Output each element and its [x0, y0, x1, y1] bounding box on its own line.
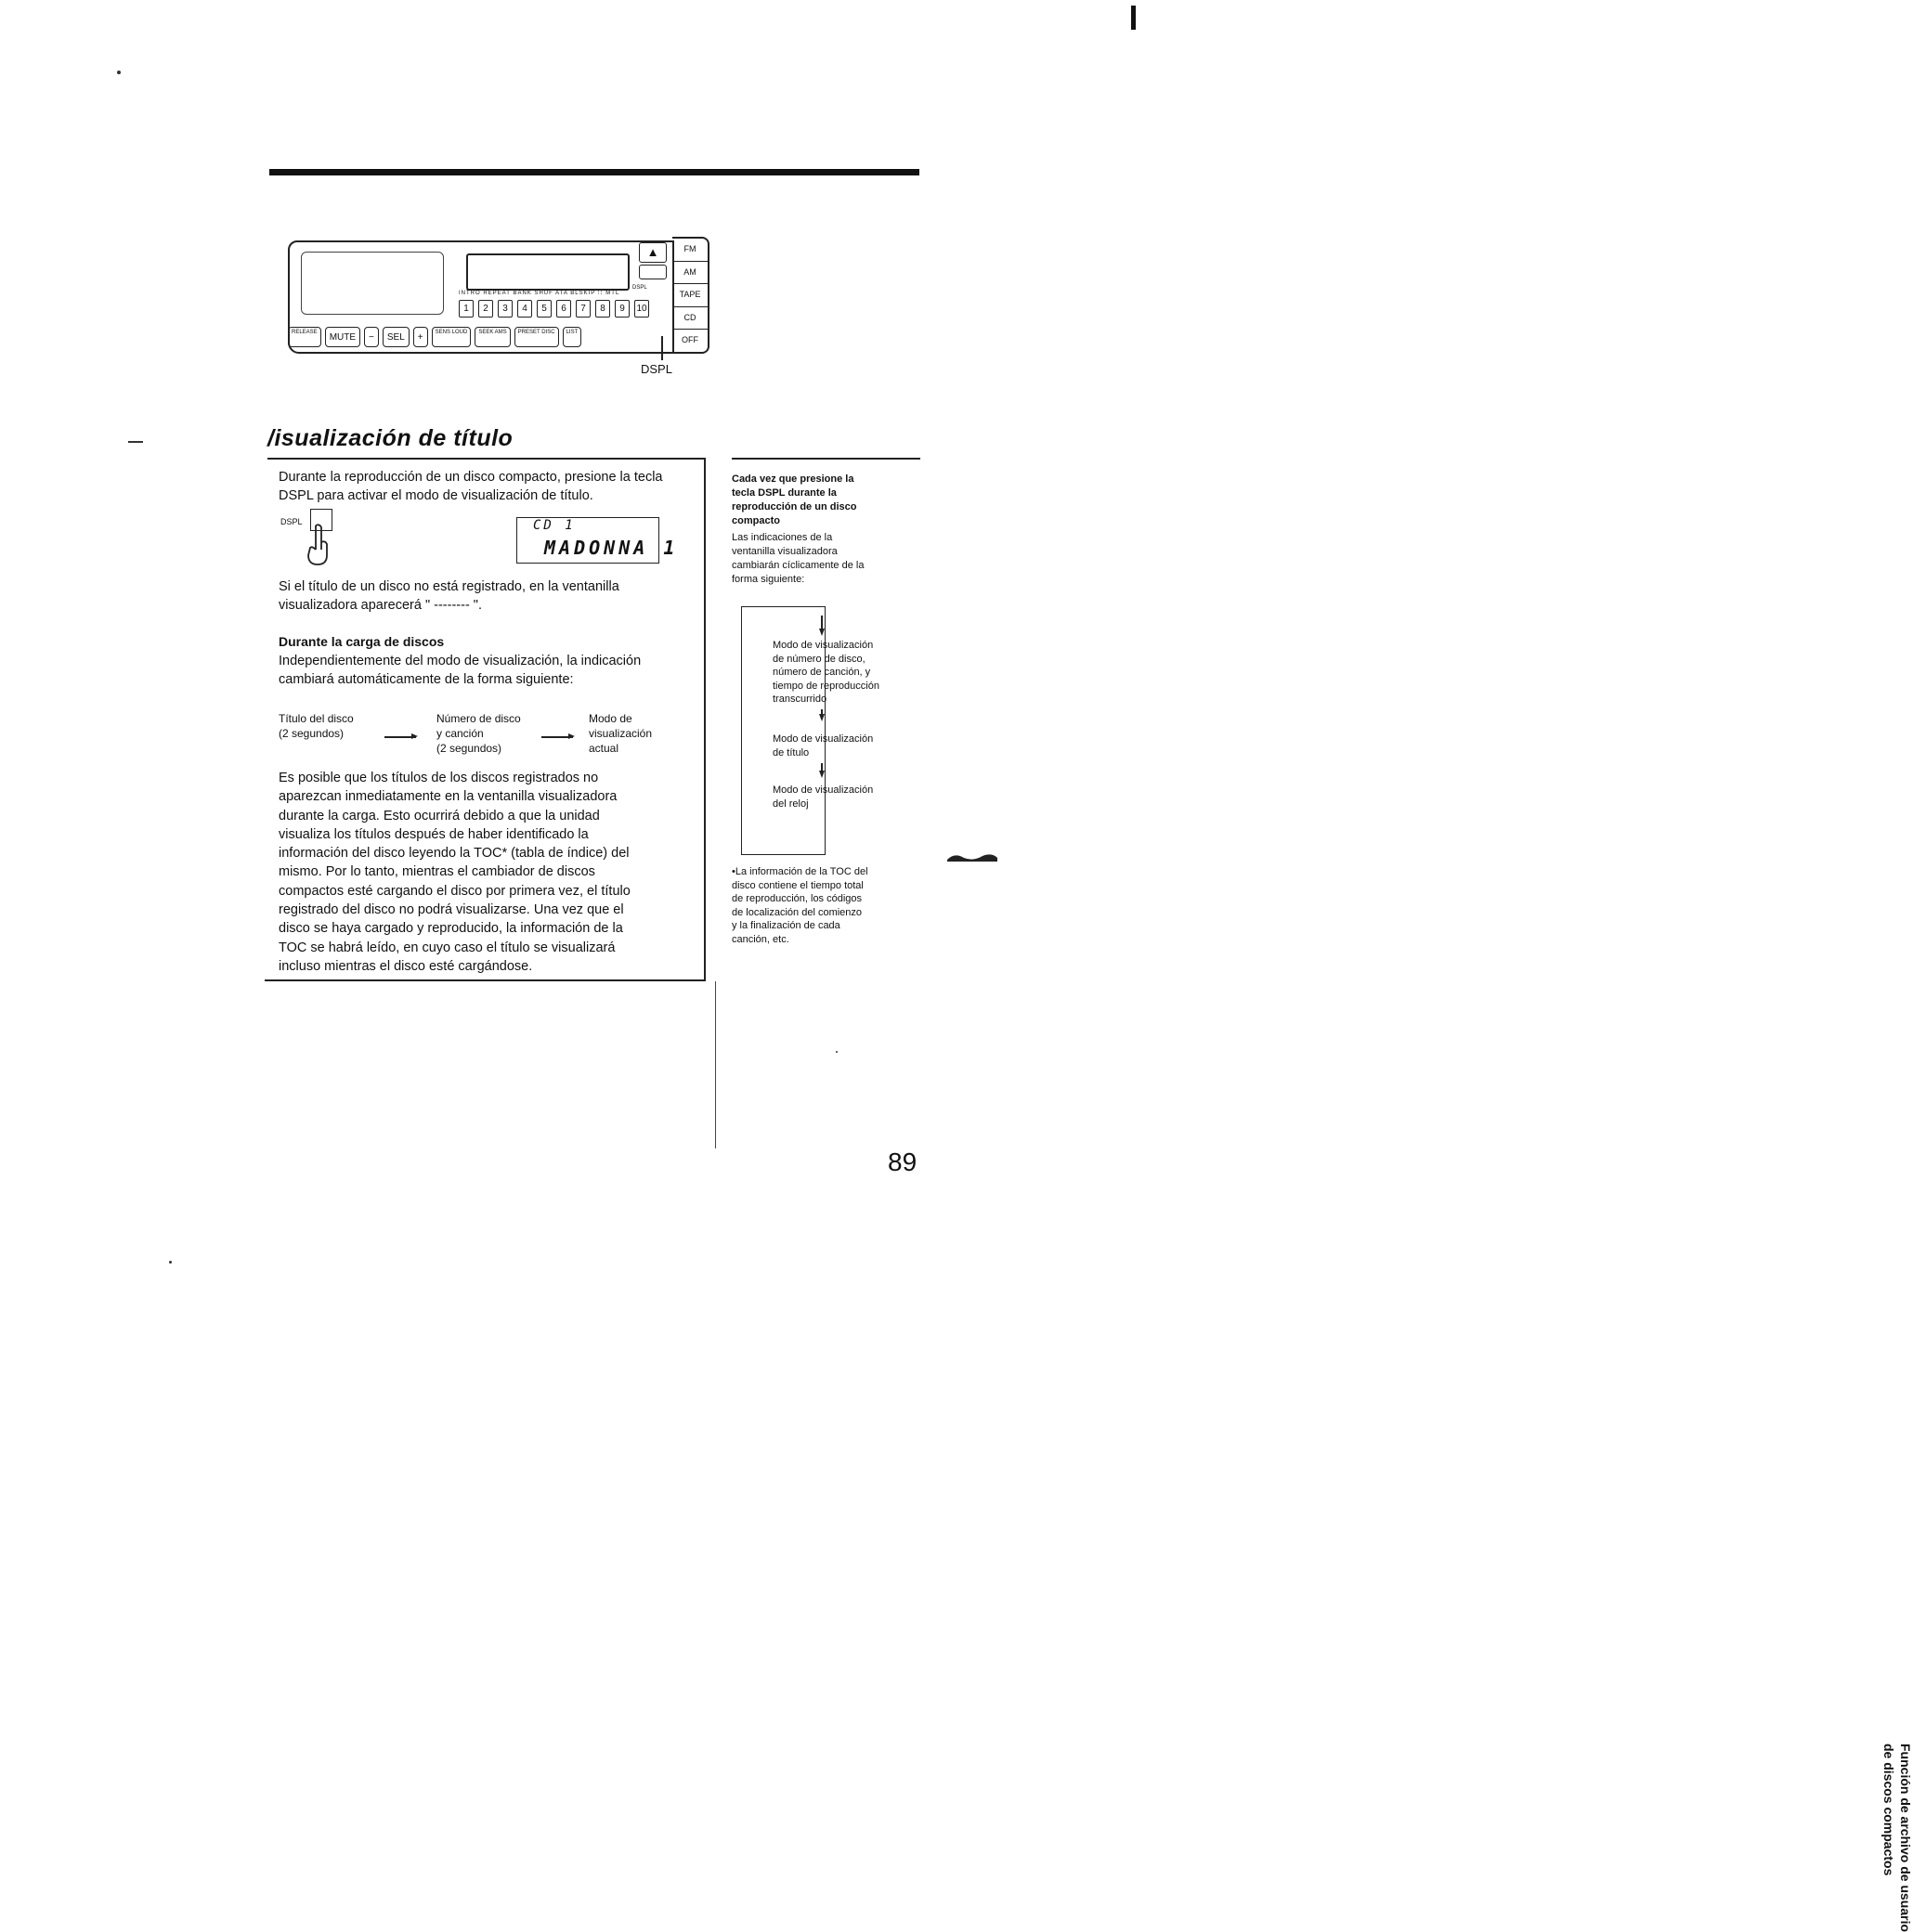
- paragraph-line: incluso mientras el disco esté cargándose.: [279, 958, 533, 974]
- lcd-disc-title: MADONNA 1: [544, 537, 679, 559]
- flow-arrow-icon: [541, 736, 573, 738]
- edge-mark: [1131, 6, 1136, 30]
- text-line: canción, etc.: [732, 933, 789, 945]
- page-speck: [836, 1051, 838, 1053]
- eject-icon: ▲: [639, 242, 667, 263]
- tape-slot: [639, 265, 667, 279]
- paragraph-line: información del disco leyendo la TOC* (tabla de índice) del: [279, 846, 630, 862]
- page-speck: [169, 1261, 172, 1264]
- off-button: OFF: [682, 335, 698, 345]
- cycle-arrow-icon: [819, 616, 825, 636]
- text-line: Modo de visualización: [773, 784, 874, 796]
- stereo-display-window: [466, 253, 630, 291]
- page-speck: [117, 71, 121, 74]
- flow-line: visualización: [589, 727, 653, 740]
- preset-disc-button: PRESET DISC: [514, 327, 559, 347]
- toc-explanation-paragraph: [279, 769, 687, 976]
- right-column-intro-bold: [732, 473, 908, 528]
- stereo-left-panel: [301, 252, 444, 315]
- unregistered-title-paragraph: Si el título de un disco no está registrado, en la ventanilla visualizadora aparecerá " -------- ".: [279, 579, 619, 613]
- right-column-intro-text: [732, 531, 908, 587]
- am-button: AM: [672, 262, 708, 285]
- cycle-step-clock: [773, 784, 912, 810]
- cycle-step-title: [773, 733, 912, 759]
- stereo-function-labels: INTRO REPEAT BANK SHUF ATA BLSKIP ⁝⁝ MTL: [459, 291, 620, 296]
- flow-arrow-icon: [384, 736, 416, 738]
- stereo-bottom-buttons: [288, 324, 585, 350]
- car-stereo-illustration: [288, 237, 708, 352]
- number-button: 10: [634, 300, 649, 318]
- margin-dash: [128, 441, 143, 443]
- flow-line: actual: [589, 742, 619, 755]
- toc-footnote: [732, 865, 917, 946]
- number-button: 7: [576, 300, 591, 318]
- sel-button: SEL: [383, 327, 410, 347]
- text-line: Cada vez que presione la: [732, 473, 854, 485]
- text-line: reproducción de un disco: [732, 501, 857, 512]
- cd-button: CD: [672, 307, 708, 331]
- number-button: 1: [459, 300, 474, 318]
- fm-button: FM: [672, 239, 708, 262]
- flow-step-current-mode: [589, 711, 652, 756]
- stereo-source-buttons: [672, 237, 709, 354]
- release-button: RELEASE: [288, 327, 321, 347]
- list-button: LIST: [563, 327, 582, 347]
- paragraph-line: visualiza los títulos después de haber identificado la: [279, 826, 589, 842]
- main-column-top-rule: [267, 458, 706, 460]
- plus-button: +: [413, 327, 428, 347]
- pressing-finger-icon: [299, 522, 336, 568]
- text-line: y la finalización de cada: [732, 920, 840, 931]
- minus-button: −: [364, 327, 379, 347]
- paragraph-line: TOC se habrá leído, en cuyo caso el título se visualizará: [279, 940, 616, 955]
- text-line: Las indicaciones de la: [732, 532, 833, 543]
- text-line: del reloj: [773, 797, 809, 810]
- loading-subheading: Durante la carga de discos: [279, 634, 445, 649]
- number-button: 6: [556, 300, 571, 318]
- flow-line: Modo de: [589, 712, 632, 725]
- text-line: de localización del comienzo: [732, 906, 863, 918]
- text-line: forma siguiente:: [732, 574, 805, 585]
- text-line: de título: [773, 746, 810, 759]
- text-line: ventanilla visualizadora: [732, 546, 838, 557]
- right-column-divider: [715, 981, 716, 1148]
- paragraph-line: Es posible que los títulos de los discos registrados no: [279, 771, 599, 785]
- cycle-step-disc-info: [773, 639, 912, 707]
- paragraph-line: compactos esté cargando el disco por primera vez, el título: [279, 883, 631, 899]
- paragraph-line: registrado del disco no podrá visualizarse. Una vez que el: [279, 902, 624, 918]
- flow-line: y canción: [436, 727, 484, 740]
- loading-paragraph: Independientemente del modo de visualización, la indicación cambiará automáticamente de la forma siguiente:: [279, 654, 642, 687]
- cycle-mask: [826, 606, 863, 610]
- cycle-arrow-icon: [819, 763, 825, 778]
- seek-ams-button: SEEK AMS: [475, 327, 510, 347]
- flow-step-disc-number: [436, 711, 521, 756]
- intro-paragraph: Durante la reproducción de un disco compacto, presione la tecla DSPL para activar el modo de visualización de título.: [279, 470, 663, 503]
- side-tab-label: [940, 871, 1913, 1932]
- page-number: 89: [888, 1148, 917, 1176]
- number-button: 4: [517, 300, 532, 318]
- section-tab-marker: [945, 850, 999, 863]
- text-line: Modo de visualización: [773, 640, 874, 651]
- flow-line: (2 segundos): [436, 742, 502, 755]
- top-rule: [269, 169, 919, 175]
- dspl-pointer-line: [661, 336, 663, 360]
- flow-step-title: [279, 711, 354, 741]
- stereo-number-buttons: [459, 300, 649, 318]
- text-line: •La información de la TOC del: [732, 866, 868, 877]
- text-line: de reproducción, los códigos: [732, 893, 863, 904]
- sens-loud-button: SENS LOUD: [432, 327, 472, 347]
- paragraph-line: durante la carga. Esto ocurrirá debido a que la unidad: [279, 808, 600, 823]
- text-line: disco contiene el tiempo total: [732, 879, 864, 891]
- number-button: 2: [478, 300, 493, 318]
- text-line: compacto: [732, 515, 780, 526]
- lcd-disc-number: CD 1: [533, 518, 576, 533]
- number-button: 3: [498, 300, 513, 318]
- dspl-callout-label: DSPL: [641, 362, 672, 376]
- text-line: tiempo de reproducción: [773, 680, 879, 692]
- flow-line: Número de disco: [436, 712, 521, 725]
- paragraph-line: aparezcan inmediatamente en la ventanilla visualizadora: [279, 789, 618, 805]
- tape-button: TAPE: [672, 284, 708, 307]
- right-column-top-rule: [732, 458, 920, 460]
- dspl-button-label: DSPL: [280, 517, 303, 526]
- text-line: de número de disco,: [773, 653, 865, 665]
- text-line: número de canción, y: [773, 667, 871, 678]
- text-line: tecla DSPL durante la: [732, 487, 837, 499]
- side-tab-line: Función de archivo de usuario: [1898, 1744, 1913, 1932]
- side-tab-line: de discos compactos: [1881, 1744, 1896, 1876]
- column-divider: [704, 458, 706, 981]
- paragraph-line: mismo. Por lo tanto, mientras el cambiador de discos: [279, 864, 595, 880]
- cycle-arrow-icon: [819, 709, 825, 721]
- number-button: 5: [537, 300, 552, 318]
- mute-button: MUTE: [325, 327, 360, 347]
- text-line: Modo de visualización: [773, 733, 874, 745]
- flow-line: Título del disco: [279, 712, 354, 725]
- stereo-dspl-tiny-label: DSPL: [632, 285, 647, 291]
- flow-line: (2 segundos): [279, 727, 345, 740]
- main-column-bottom-rule: [265, 979, 705, 981]
- paragraph-line: disco se haya cargado y reproducido, la información de la: [279, 921, 623, 937]
- text-line: transcurrido: [773, 694, 827, 705]
- text-line: cambiarán cíclicamente de la: [732, 560, 865, 571]
- number-button: 9: [615, 300, 630, 318]
- number-button: 8: [595, 300, 610, 318]
- section-heading: /isualización de título: [267, 425, 514, 451]
